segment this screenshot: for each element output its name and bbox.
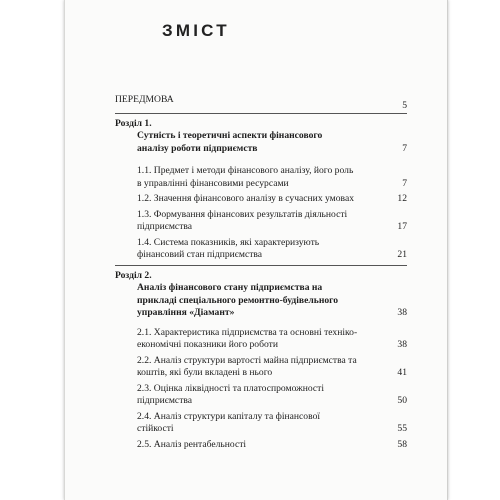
section-title-line: Сутність і теоретичні аспекти фінансового [137,130,323,141]
toc-entry-line: 1.4. Система показників, які характеризують [137,236,320,248]
section-title-1 [115,130,407,155]
toc-page-number: 38 [397,339,407,350]
toc-entry-2-2 [115,355,407,380]
toc-entry-line: економічні показники його роботи [137,339,278,350]
toc-entry-line: стійкості [137,423,174,434]
toc-entry-1-3 [115,209,407,234]
toc-entry-label: ПЕРЕДМОВА [115,94,174,105]
toc-entry-line: 2.5. Аналіз рентабельності [137,438,247,450]
table-of-contents [115,94,407,451]
toc-entry-line: 1.1. Предмет і методи фінансового аналізу, його роль [137,165,354,176]
page-title: ЗМІСТ [162,21,230,40]
toc-entry-1-2 [115,193,407,206]
toc-entry-2-1 [115,327,407,352]
toc-page-number: 7 [402,177,407,189]
toc-page-number: 7 [402,142,407,154]
section-title-line: управління «Діамант» [137,307,235,318]
section-title-line: прикладі спеціального ремонтно-будівельного [137,294,339,306]
toc-entry-line: фінансовий стан підприємства [137,249,263,260]
toc-page-number: 17 [397,221,407,232]
toc-entry-1-1 [115,165,407,190]
toc-page-number: 12 [397,193,407,204]
toc-page-number: 5 [402,100,407,111]
toc-page-number: 58 [397,438,407,450]
toc-entry-line: 2.1. Характеристика підприємства та основні техніко- [137,326,358,338]
toc-page-number: 38 [397,307,407,318]
toc-entry-2-3 [115,383,407,408]
book-page [64,0,448,500]
toc-entry-line: 2.3. Оцінка ліквідності та платоспроможності [137,382,325,394]
toc-page-number: 50 [397,395,407,406]
toc-page-number: 55 [397,423,407,434]
toc-page-number: 21 [397,249,407,260]
toc-entry-line: підприємства [137,395,193,406]
toc-entry-line: в управлінні фінансовими ресурсами [137,177,289,189]
toc-entry-preface [115,94,407,113]
toc-entry-line: 1.2. Значення фінансового аналізу в сучасних умовах [137,193,355,204]
toc-entry-line: підприємства [137,221,193,232]
section-title-line: аналізу роботи підприємств [137,142,258,154]
section-title-2 [115,282,407,320]
section-title-line: Аналіз фінансового стану підприємства на [137,282,323,293]
toc-entry-line: 2.2. Аналіз структури вартості майна підприємства та [137,354,357,366]
section-heading-2: Розділ 2. [115,269,152,281]
toc-entry-1-4 [115,237,407,262]
toc-entry-line: 1.3. Формування фінансових результатів діяльності [137,208,348,220]
toc-entry-line: 2.4. Аналіз структури капіталу та фінансової [137,410,321,422]
toc-entry-2-4 [115,411,407,436]
section-heading-1: Розділ 1. [115,117,152,129]
toc-entry-line: коштів, які були вкладені в нього [137,367,273,378]
toc-page-number: 41 [397,367,407,378]
toc-entry-2-5 [115,439,407,452]
